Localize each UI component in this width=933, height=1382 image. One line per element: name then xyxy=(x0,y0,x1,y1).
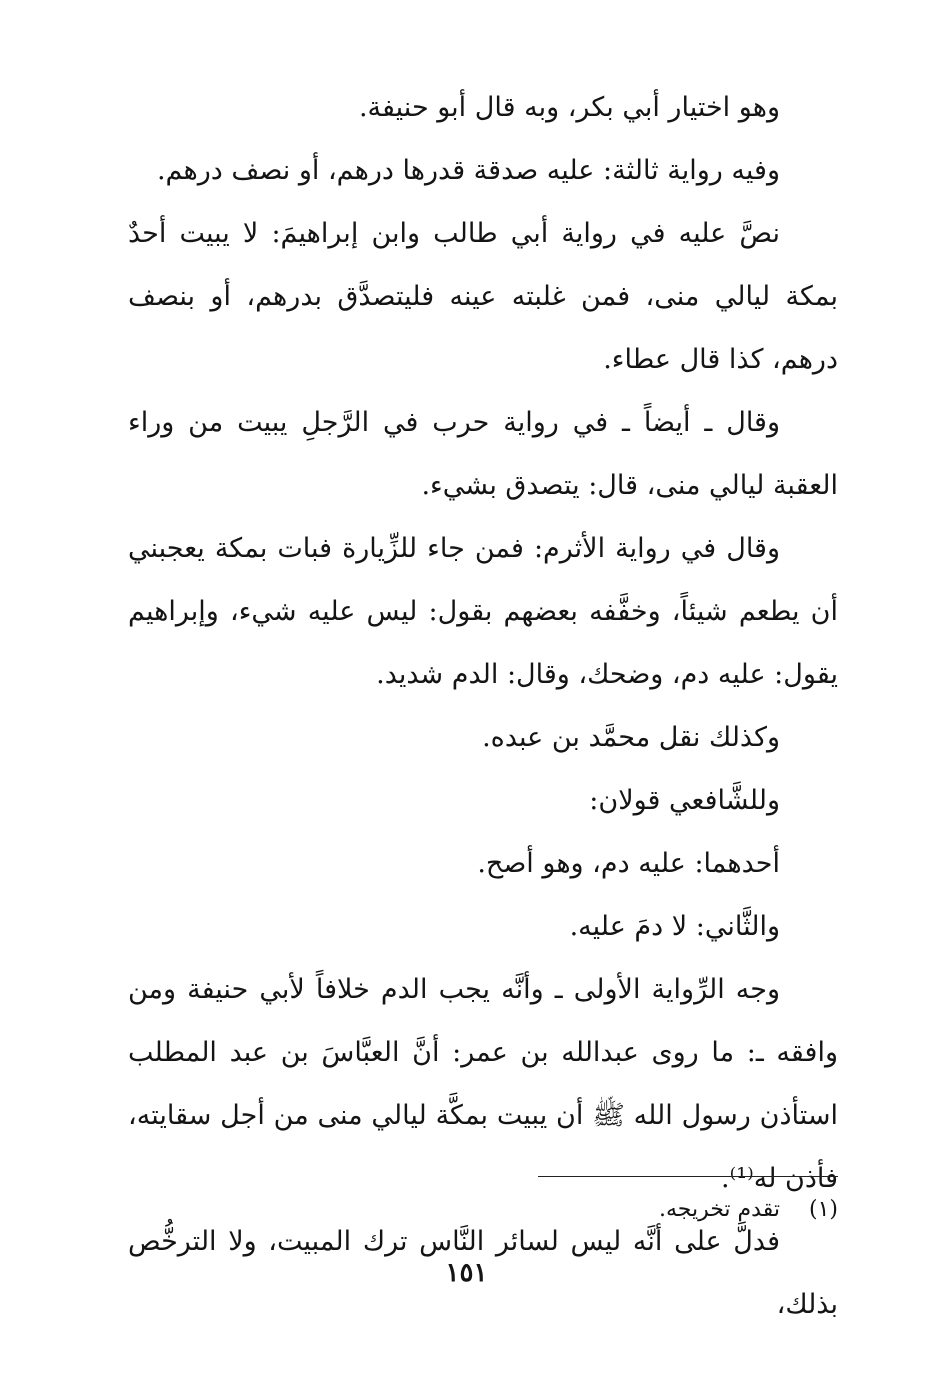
footnote-text: تقدم تخريجه. xyxy=(658,1197,780,1222)
footnote-divider xyxy=(538,1176,838,1177)
footnote xyxy=(128,1192,838,1228)
page-number: ١٥١ xyxy=(445,1258,488,1288)
footnote-number: (١) xyxy=(808,1197,838,1222)
paragraph: وجه الرِّواية الأولى ـ وأنَّه يجب الدم خلافاً لأبي حنيفة ومن وافقه ـ: ما روى عبدالله بن عمر: أنَّ العبَّاسَ بن عبد المطلب استأذن رسول الله ﷺ أن يبيت بمكَّة ليالي منى من أجل سقايته، فأذن له⁽¹⁾. xyxy=(128,974,838,1194)
paragraph: وقال ـ أيضاً ـ في رواية حرب في الرَّجلِ يبيت من وراء العقبة ليالي منى، قال: يتصدق بشيء. xyxy=(128,407,838,501)
paragraph: وللشَّافعي قولان: xyxy=(589,785,780,816)
main-text xyxy=(128,76,838,1336)
paragraph: وكذلك نقل محمَّد بن عبده. xyxy=(482,722,780,753)
paragraph: وفيه رواية ثالثة: عليه صدقة قدرها درهم، أو نصف درهم. xyxy=(156,155,780,186)
paragraph: نصَّ عليه في رواية أبي طالب وابن إبراهيمَ: لا يبيت أحدٌ بمكة ليالي منى، فمن غلبته عينه فليتصدَّق بدرهم، أو بنصف درهم، كذا قال عطاء. xyxy=(128,218,838,375)
paragraph: والثَّاني: لا دمَ عليه. xyxy=(569,911,780,942)
paragraph: وهو اختيار أبي بكر، وبه قال أبو حنيفة. xyxy=(358,92,780,123)
paragraph: وقال في رواية الأثرم: فمن جاء للزِّيارة فبات بمكة يعجبني أن يطعم شيئاً، وخفَّفه بعضهم بقول: ليس عليه شيء، وإبراهيم يقول: عليه دم، وضحك، وقال: الدم شديد. xyxy=(128,533,838,690)
paragraph: أحدهما: عليه دم، وهو أصح. xyxy=(477,848,780,879)
paragraph: فدلَّ على أنَّه ليس لسائر النَّاس ترك المبيت، ولا الترخُّص بذلك، xyxy=(128,1226,838,1320)
